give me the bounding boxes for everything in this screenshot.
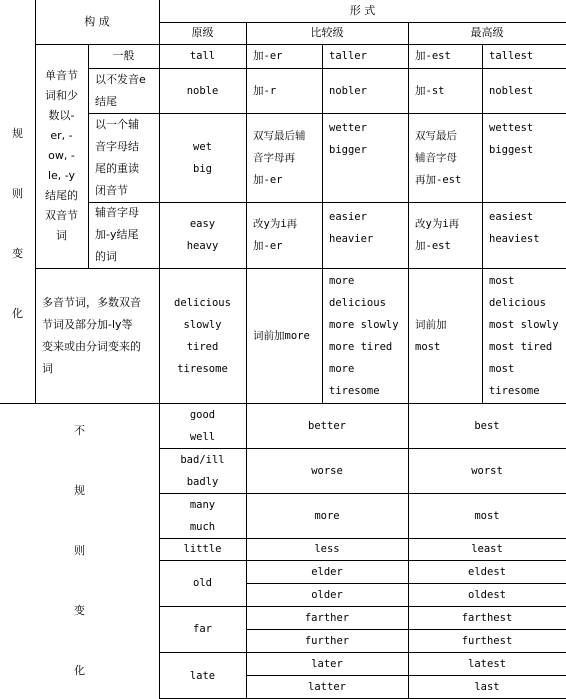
superlative-rule: 加-est (415, 50, 451, 62)
positive-form: noble (186, 84, 219, 97)
comparative-rule: 改y为i再 加-er (253, 218, 298, 252)
table-rule (322, 44, 323, 403)
rule-type: 以一个辅 音字母结 尾的重读 闭音节 (95, 117, 139, 197)
table-rule (159, 560, 566, 561)
comparative-form: taller (329, 50, 367, 62)
table-rule (246, 675, 566, 676)
superlative-form: most delicious most slowly most tired most tiresome (489, 274, 559, 397)
irregular-base: far (193, 623, 212, 635)
irregular-superlative: last (474, 681, 500, 693)
table-rule (0, 403, 566, 404)
table-rule (246, 583, 566, 584)
irregular-base: old (193, 577, 212, 589)
irregular-change-label: 不 规 则 变 化 (74, 424, 85, 677)
multi-syllable-rule: 多音节词，多数双音 节词及部分加-ly等 变来或由分词变来的 词 (42, 295, 141, 375)
table-rule (159, 538, 566, 539)
table-rule (246, 22, 247, 699)
irregular-comparative: worse (311, 464, 343, 477)
header-positive: 原级 (191, 26, 214, 39)
irregular-comparative: older (311, 588, 343, 601)
regular-change-label: 规 则 变 化 (12, 126, 23, 320)
irregular-comparative: elder (311, 565, 343, 578)
superlative-form: noblest (489, 84, 534, 97)
superlative-rule: 词前加 most (415, 318, 447, 353)
rule-type: 一般 (112, 49, 135, 62)
irregular-base: many much (189, 498, 216, 533)
comparative-rule: 加-r (253, 84, 277, 97)
irregular-superlative: best (474, 419, 500, 432)
irregular-comparative: later (311, 657, 343, 670)
irregular-superlative: most (474, 509, 500, 522)
table-rule (159, 448, 566, 449)
table-rule (159, 22, 566, 23)
header-form: 形 式 (349, 4, 376, 17)
irregular-base: little (183, 543, 222, 555)
comparative-form: wetter bigger (329, 122, 367, 156)
header-comparative: 比较级 (310, 26, 344, 39)
rule-type: 以不发音e 结尾 (95, 72, 146, 108)
irregular-superlative: furthest (461, 634, 513, 647)
irregular-superlative: worst (471, 464, 503, 477)
irregular-base: late (189, 669, 216, 682)
superlative-rule: 改y为i再 加-est (415, 218, 460, 252)
positive-form: delicious slowly tired tiresome (174, 296, 231, 375)
comparative-rule: 双写最后辅 音字母再 加-er (253, 129, 306, 186)
irregular-base: good well (189, 408, 216, 443)
header-composition: 构 成 (84, 15, 110, 28)
positive-form: tall (189, 50, 216, 62)
table-rule (159, 0, 160, 699)
irregular-superlative: oldest (468, 588, 506, 601)
table-rule (482, 44, 483, 403)
table-rule (408, 22, 409, 699)
header-superlative: 最高级 (470, 26, 504, 39)
table-rule (246, 629, 566, 630)
table-rule (35, 268, 566, 269)
irregular-comparative: less (314, 543, 340, 555)
irregular-base: bad/ill badly (180, 453, 225, 488)
irregular-comparative: more (314, 509, 340, 522)
positive-form: easy heavy (186, 218, 219, 252)
table-rule (35, 0, 36, 403)
irregular-superlative: farthest (461, 611, 513, 624)
irregular-comparative: farther (304, 611, 350, 624)
irregular-superlative: least (471, 543, 503, 555)
table-rule (35, 44, 566, 45)
irregular-comparative: better (308, 419, 346, 432)
rule-type: 辅音字母 加-y结尾 的词 (95, 206, 139, 263)
table-rule (159, 493, 566, 494)
table-rule (88, 44, 89, 268)
comparative-rule: 加-er (253, 50, 283, 62)
superlative-form: easiest heaviest (489, 211, 540, 245)
superlative-form: tallest (489, 50, 534, 62)
comparative-form: nobler (329, 84, 367, 97)
irregular-comparative: latter (308, 681, 346, 693)
positive-form: wet big (193, 140, 212, 175)
irregular-superlative: latest (468, 657, 506, 670)
irregular-comparative: further (304, 634, 350, 647)
superlative-rule: 加-st (415, 84, 445, 97)
superlative-rule: 双写最后 辅音字母 再加-est (415, 129, 462, 186)
table-rule (159, 606, 566, 607)
comparative-rule: 词前加more (253, 329, 310, 342)
irregular-superlative: eldest (468, 565, 506, 578)
short-words-label: 单音节 词和少 数以- er, - ow, - le, -y 结尾的 双音节 词 (45, 69, 78, 242)
comparative-form: more delicious more slowly more tired more tiresome (329, 274, 399, 397)
table-rule (159, 652, 566, 653)
comparative-form: easier heavier (329, 211, 374, 245)
superlative-form: wettest biggest (489, 122, 534, 156)
